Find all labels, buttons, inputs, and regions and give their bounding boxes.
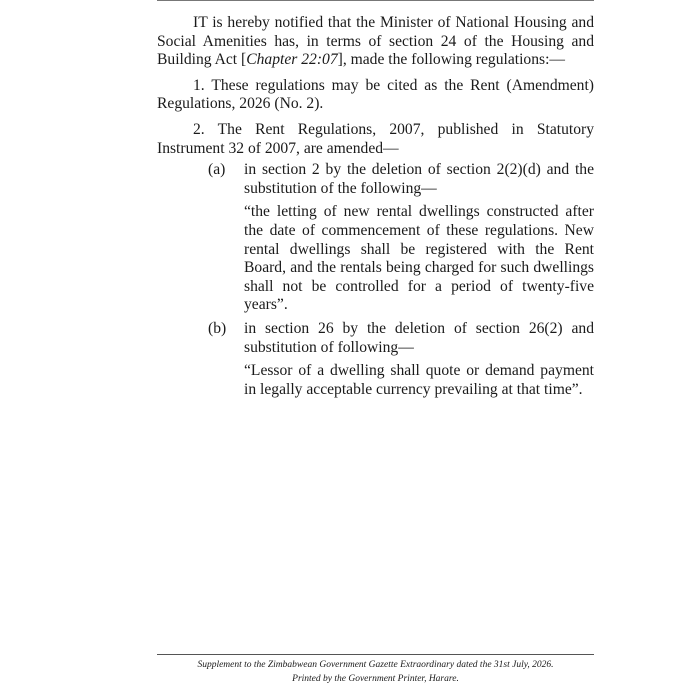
document-body [157,14,594,404]
amendment-a [157,161,594,198]
top-rule [157,0,594,1]
amendment-letter: (a) [208,161,226,179]
amendment-b [157,320,594,357]
amendment-quote: “Lessor of a dwelling shall quote or demand payment in legally acceptable currency prevailing at that time”. [244,362,594,398]
amendment-text: in section 26 by the deletion of section 26(2) and substitution of following— [244,319,594,356]
footer-gazette-line: Supplement to the Zimbabwean Government Gazette Extraordinary dated the 31st July, 2026. [197,660,554,670]
intro-text-end: ], made the following regulations:— [337,51,565,69]
paragraph-1-citation: 1. These regulations may be cited as the Rent (Amendment) Regulations, 2026 (No. 2). [157,76,594,113]
amendment-quote: “the letting of new rental dwellings constructed after the date of commencement of these regulations. New rental dwellings shall be registered with the Rent Board, and the rentals being charged for such dwellings shall not be controlled for a period of twenty-five years”. [244,203,594,314]
intro-paragraph [157,14,594,70]
amendment-letter: (b) [208,319,227,337]
footer-rule [157,654,594,655]
footer-printer-line: Printed by the Government Printer, Harare. [292,674,459,684]
act-chapter-reference: Chapter 22:07 [246,51,338,69]
amendment-text: in section 2 by the deletion of section 2(2)(d) and the substitution of the following— [244,161,594,197]
paragraph-2-amendment: 2. The Rent Regulations, 2007, published in Statutory Instrument 32 of 2007, are amended— [157,120,594,157]
intro-text-start: IT is hereby notified that the Minister of National Housing and Social Amenities has, in terms of section 24 of the Housing and Building Act [ [157,14,594,69]
